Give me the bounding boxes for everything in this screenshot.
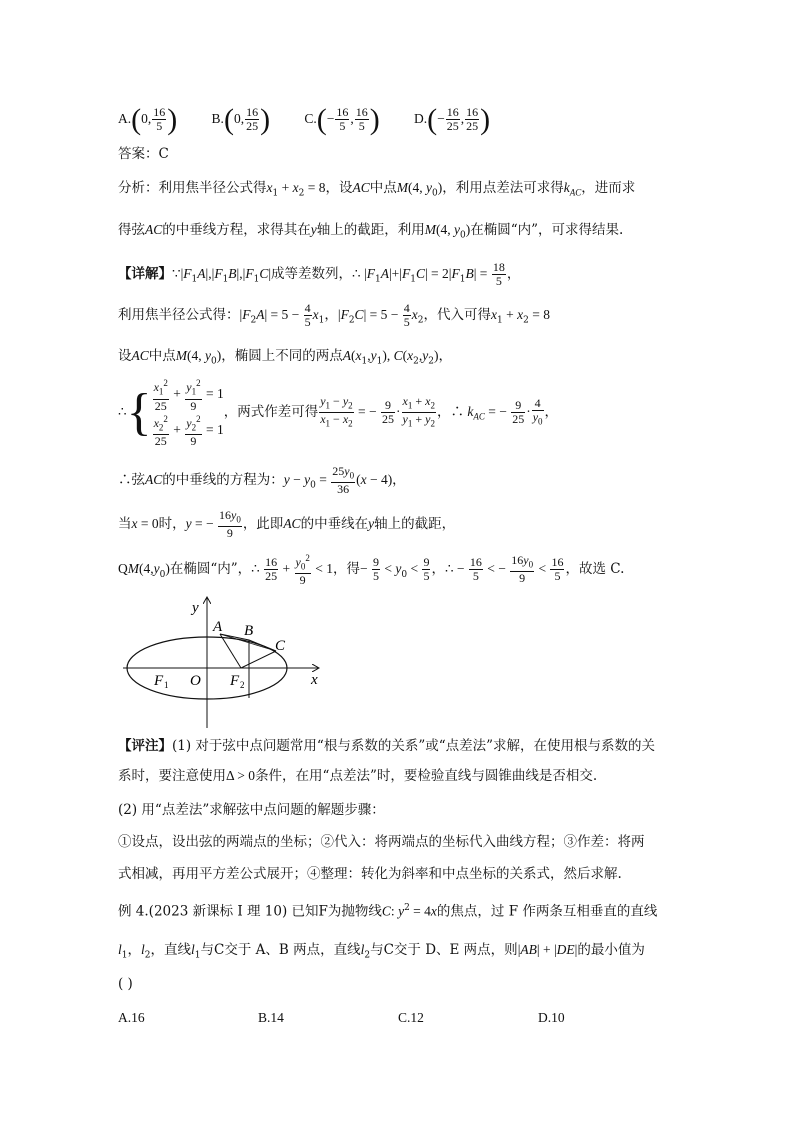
comment-line-1: 【评注】(1) 对于弦中点问题常用“根与系数的关系”或“点差法”求解，在使用根与系数的关 bbox=[118, 738, 656, 754]
option-a: A.(0, $\frac{16}{5}$ ) bbox=[118, 102, 178, 136]
label-f2-sub: 2 bbox=[240, 680, 245, 690]
ellipse-figure bbox=[118, 594, 328, 730]
segment-f2c bbox=[241, 651, 276, 668]
detail-line-1: 【详解】$\because|F_1A|,|F_1B|,|F_1C|$成等差数列，∴ $|F_1A|+|F_1C| = 2|F_1B|$ = $\frac{18}{5}$ ， bbox=[118, 260, 521, 288]
option-b: B.(0, $\frac{16}{25}$ ) bbox=[211, 102, 271, 136]
label-b: B bbox=[244, 623, 254, 639]
example4-line-2: $l_1$，$l_2$，直线$l_1$与C交于 A、B 两点，直线$l_2$与C交于 D、E 两点，则|AB| + |DE|的最小值为 bbox=[118, 942, 645, 961]
ex4-option-a: A.16 bbox=[118, 1010, 145, 1025]
comment-line-4: ①设点，设出弦的两端点的坐标；②代入：将两端点的坐标代入曲线方程；③作差：将两 bbox=[118, 834, 645, 850]
label-a: A bbox=[213, 619, 223, 635]
perp-bisector-line: ∴弦AC的中垂线的方程为：$y - y_0$ = $\frac{25y_0}{36}$ (x − 4)， bbox=[118, 463, 406, 497]
system-line: ∴{ $\frac{x_1^2}{25}$ + $\frac{y_1^2}{9}$ = 1 $\frac{x_2^2}{25}$ + $\frac{y_2^2}{9}$ = 1 ，两式作差可得 $\frac{y_1 - y_2}{x_1 - x_2}$ = − $\frac{9}{25}$ · $\frac{x_1 + x_2}{y_1 + y_2}$ ，∴ $k_{AC}$ = − $\frac{9}{25}$ · $\frac{4}{y_0}$ ， bbox=[118, 378, 559, 448]
options-row bbox=[118, 104, 688, 134]
label-c: C bbox=[275, 638, 286, 654]
ex4-option-b: B.14 bbox=[258, 1010, 284, 1025]
comment-line-2: 系时，要注意使用Δ > 0条件，在用“点差法”时，要检验直线与圆锥曲线是否相交. bbox=[118, 768, 598, 784]
label-o: O bbox=[190, 673, 201, 689]
option-d: D.(− $\frac{16}{25}$ , $\frac{16}{25}$ ) bbox=[414, 102, 491, 136]
intercept-line: 当x = 0时，y = − $\frac{16y_0}{9}$ ，此即AC的中垂线在y轴上的截距， bbox=[118, 507, 456, 541]
inside-line: $QM(4,y_0)$在椭圆“内”，∴ $\frac{16}{25}$ + $\frac{y_0^2}{9}$ < 1，得− $\frac{9}{5}$ < $y_0$ < $\frac{9}{5}$ ，∴ − $\frac{16}{5}$ < − $\frac{16y_0}{9}$ < $\frac{16}{5}$ ，故选 C. bbox=[118, 553, 625, 588]
example4-line-3: ( ) bbox=[118, 976, 133, 992]
analysis-line-2: 得弦AC的中垂线方程，求得其在y轴上的截距，利用M(4, $y_0$)在椭圆“内”，可求得结果. bbox=[118, 222, 624, 241]
example4-line-1: 例 4.(2023 新课标 I 理 10) 已知F为抛物线C: $y^2 = 4x$的焦点，过 F 作两条互相垂直的直线 bbox=[118, 903, 658, 920]
answer-line: 答案：C bbox=[118, 146, 169, 162]
ex4-option-c: C.12 bbox=[398, 1010, 424, 1025]
label-x: x bbox=[311, 672, 318, 688]
analysis-line-1: 分析：利用焦半径公式得$x_1 + x_2 = 8$，设AC中点M(4, $y_0$)，利用点差法可求得$k_{AC}$，进而求 bbox=[118, 180, 636, 199]
label-f2: F bbox=[230, 673, 240, 689]
label-y: y bbox=[192, 600, 199, 616]
label-f1-sub: 1 bbox=[164, 680, 169, 690]
focal-line: 利用焦半径公式得：$|F_2A| = 5$ − $\frac{4}{5}$ $x_1$，$|F_2C| = 5$ − $\frac{4}{5}$ $x_2$，代入可得$x_1 + x_2 = 8$ bbox=[118, 301, 550, 329]
ex4-option-d: D.10 bbox=[538, 1010, 565, 1025]
example4-options bbox=[118, 1008, 688, 1028]
label-f1: F bbox=[154, 673, 164, 689]
comment-line-5: 式相减，再用平方差公式展开；④整理：转化为斜率和中点坐标的关系式，然后求解. bbox=[118, 866, 622, 882]
comment-line-3: (2) 用“点差法”求解弦中点问题的解题步骤： bbox=[118, 802, 385, 818]
option-c: C.(− $\frac{16}{5}$ , $\frac{16}{5}$ ) bbox=[304, 102, 380, 136]
midpoint-line: 设AC中点M(4, $y_0$)，椭圆上不同的两点$A(x_1,y_1)$, $C(x_2,y_2)$， bbox=[118, 348, 452, 367]
